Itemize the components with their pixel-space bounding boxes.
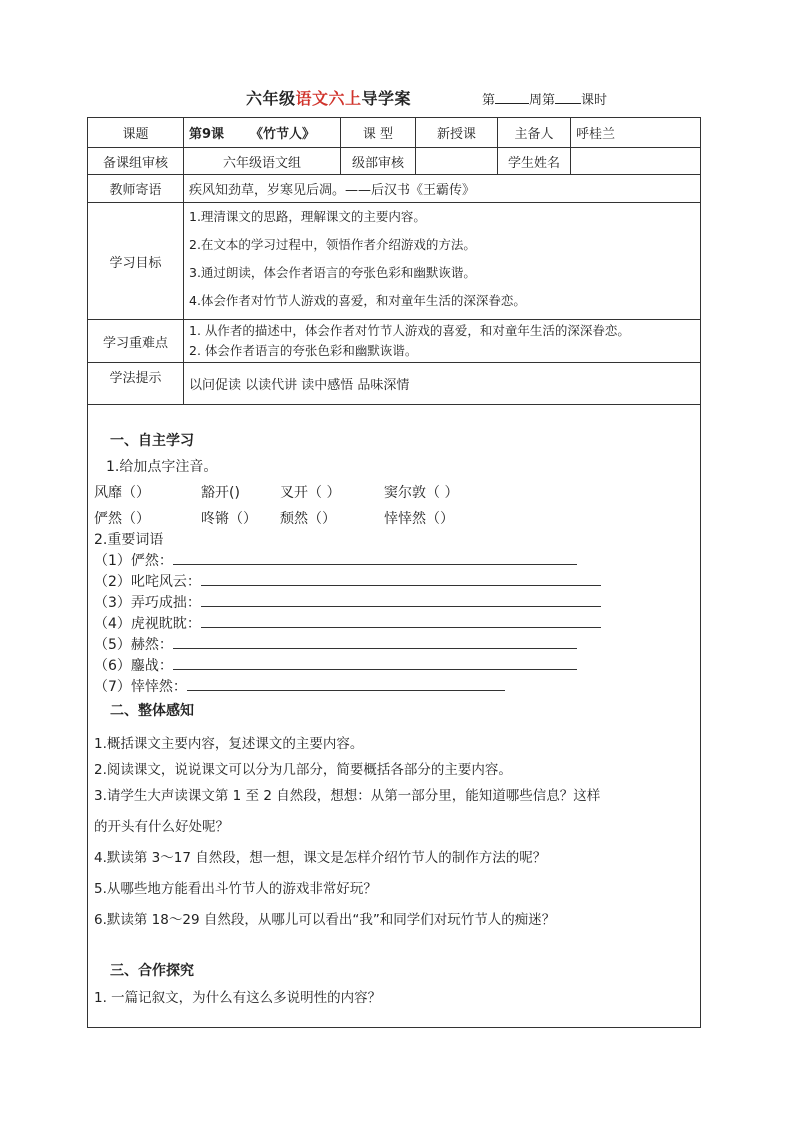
answer-line[interactable] (173, 550, 577, 565)
method-value: 以问促读 以读代讲 读中感悟 品味深情 (184, 363, 701, 405)
row-message (88, 175, 701, 203)
week-period-line (482, 89, 607, 108)
message-value: 疾风知劲草，岁寒见后凋。——后汉书《王霸传》 (184, 175, 701, 203)
term-label: （4）虎视眈眈： (94, 616, 201, 632)
difficulty-label: 学习重难点 (88, 320, 184, 363)
word-item[interactable]: 豁开() (201, 485, 240, 501)
question-item: 2.阅读课文，说说课文可以分为几部分，简要概括各部分的主要内容。 (94, 762, 512, 778)
answer-line[interactable] (173, 655, 577, 670)
preparer-label: 主备人 (498, 118, 571, 148)
word-item[interactable]: 窦尔敦（ ） (384, 485, 459, 501)
term-row (94, 550, 577, 570)
week-suffix: 课时 (581, 93, 608, 108)
goals-label: 学习目标 (88, 203, 184, 320)
answer-line[interactable] (173, 634, 577, 649)
term-row (94, 634, 577, 654)
term-row (94, 571, 601, 591)
week-blank[interactable] (495, 91, 529, 104)
question-item: 的开头有什么好处呢？ (94, 819, 229, 835)
dept-label: 级部审核 (341, 148, 416, 175)
review-value: 六年级语文组 (184, 148, 341, 175)
student-name-field[interactable] (571, 148, 701, 175)
question-item: 6.默读第 18～29 自然段，从哪儿可以看出“我”和同学们对玩竹节人的痴迷？ (94, 912, 556, 928)
dept-value[interactable] (416, 148, 498, 175)
q-pinyin: 1.给加点字注音。 (106, 459, 218, 475)
week-prefix: 第 (482, 93, 496, 108)
word-item[interactable]: 风靡（） (94, 485, 150, 501)
lesson-cell (184, 118, 341, 148)
title-doc: 导学案 (361, 89, 412, 108)
row-topic (88, 118, 701, 148)
word-item[interactable]: 悻悻然（） (384, 511, 454, 527)
section-title-self-study: 一、自主学习 (110, 433, 194, 449)
type-label: 课 型 (341, 118, 416, 148)
term-label: （5）赫然： (94, 637, 173, 653)
term-row (94, 613, 601, 633)
word-item[interactable]: 俨然（） (94, 511, 150, 527)
preparer-value: 呼桂兰 (571, 118, 701, 148)
lesson-number: 第9课 (189, 127, 225, 142)
worksheet-body (87, 402, 701, 1028)
question-item: 5.从哪些地方能看出斗竹节人的游戏非常好玩？ (94, 881, 377, 897)
method-label: 学法提示 (88, 363, 184, 405)
section-title-overall: 二、整体感知 (110, 703, 194, 719)
row-review (88, 148, 701, 175)
type-value: 新授课 (416, 118, 498, 148)
question-item: 1. 一篇记叙文，为什么有这么多说明性的内容？ (94, 990, 382, 1006)
topic-label: 课题 (88, 118, 184, 148)
goal-item: 4.体会作者对竹节人游戏的喜爱，和对童年生活的深深眷恋。 (189, 293, 526, 308)
word-item[interactable]: 颓然（） (280, 511, 336, 527)
goal-item: 2.在文本的学习过程中，领悟作者介绍游戏的方法。 (189, 237, 476, 252)
term-row (94, 592, 601, 612)
term-row (94, 655, 577, 675)
row-difficulty (88, 320, 701, 363)
term-label: （7）悻悻然： (94, 679, 187, 695)
title-subject: 语文六上 (295, 89, 362, 108)
difficulty-list (184, 320, 701, 363)
goal-item: 1.理清课文的思路，理解课文的主要内容。 (189, 209, 426, 224)
term-label: （6）鏖战： (94, 658, 173, 674)
answer-line[interactable] (187, 676, 505, 691)
difficulty-item: 2. 体会作者语言的夸张色彩和幽默诙谐。 (189, 343, 418, 358)
term-label: （1）俨然： (94, 553, 173, 569)
goals-list (184, 203, 701, 320)
term-row (94, 676, 505, 696)
section-title-cooperative: 三、合作探究 (110, 963, 194, 979)
word-item[interactable]: 叉开（ ） (280, 485, 341, 501)
answer-line[interactable] (201, 592, 601, 607)
review-label: 备课组审核 (88, 148, 184, 175)
answer-line[interactable] (201, 613, 601, 628)
lesson-info-table (87, 117, 701, 405)
title-grade: 六年级 (246, 89, 296, 108)
row-goals (88, 203, 701, 320)
goal-item: 3.通过朗读，体会作者语言的夸张色彩和幽默诙谐。 (189, 265, 476, 280)
question-item: 3.请学生大声读课文第 1 至 2 自然段，想想：从第一部分里，能知道哪些信息？这样 (94, 788, 601, 804)
lesson-title: 《竹节人》 (250, 127, 316, 142)
question-item: 1.概括课文主要内容，复述课文的主要内容。 (94, 736, 364, 752)
page-header (0, 86, 794, 110)
answer-line[interactable] (201, 571, 601, 586)
week-mid: 周第 (529, 93, 556, 108)
term-label: （2）叱咤风云： (94, 574, 201, 590)
term-label: （3）弄巧成拙： (94, 595, 201, 611)
question-item: 4.默读第 3～17 自然段，想一想，课文是怎样介绍竹节人的制作方法的呢？ (94, 850, 547, 866)
difficulty-item: 1. 从作者的描述中，体会作者对竹节人游戏的喜爱，和对童年生活的深深眷恋。 (189, 323, 630, 338)
message-label: 教师寄语 (88, 175, 184, 203)
word-item[interactable]: 咚锵（） (201, 511, 257, 527)
period-blank[interactable] (555, 91, 581, 104)
student-label: 学生姓名 (498, 148, 571, 175)
q-key-terms: 2.重要词语 (94, 532, 164, 548)
row-method (88, 363, 701, 405)
page-title (246, 86, 411, 109)
